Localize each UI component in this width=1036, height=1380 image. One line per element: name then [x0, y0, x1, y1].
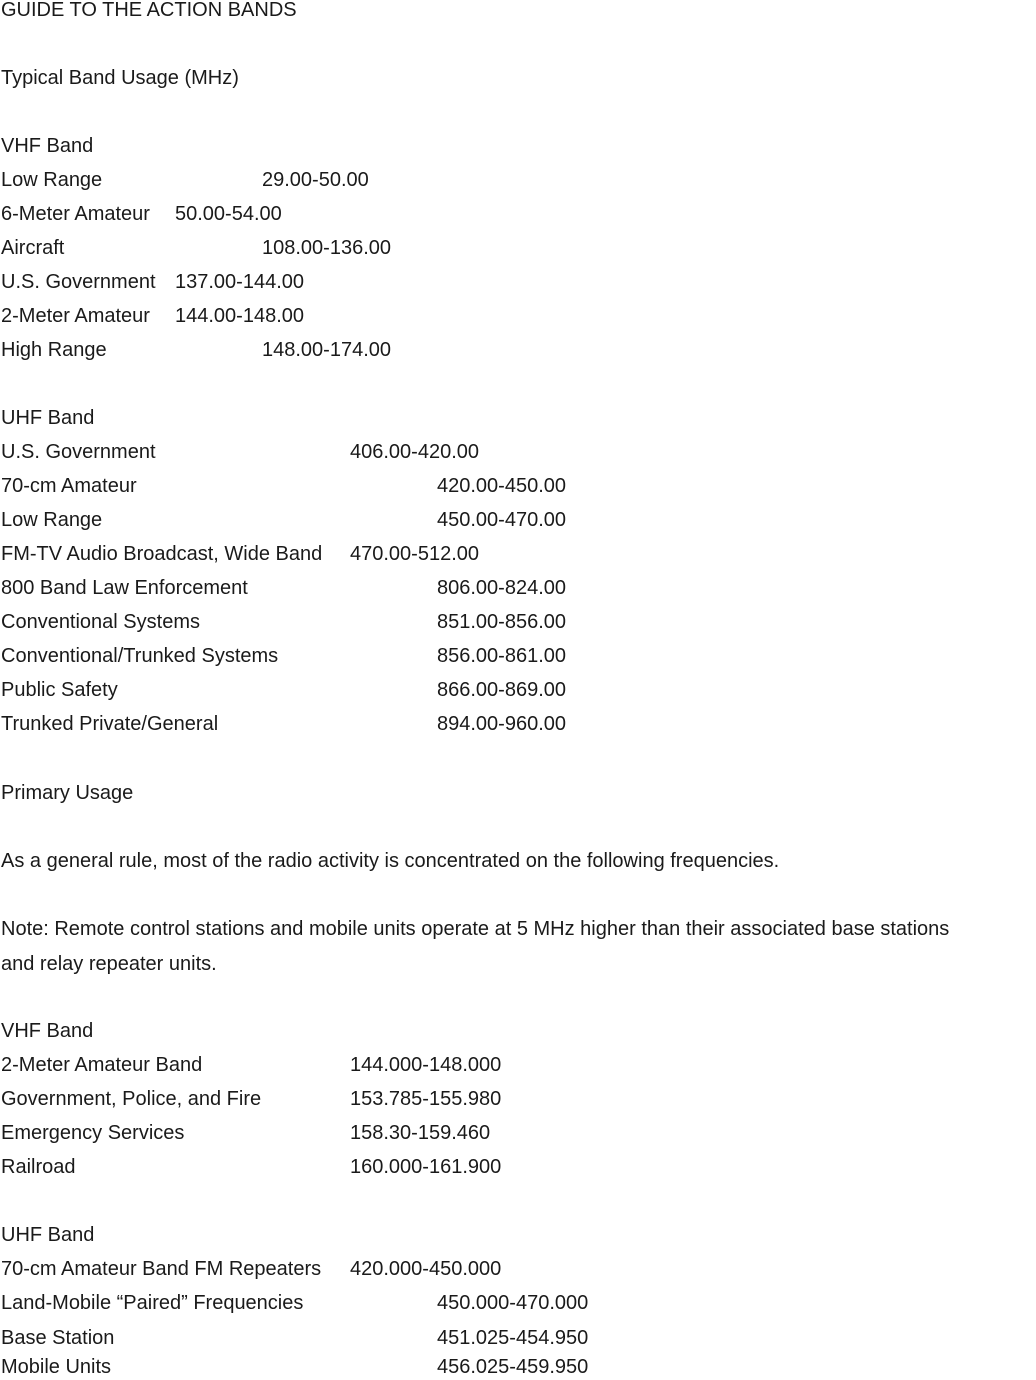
table-row	[1, 440, 480, 464]
uhf-band-heading: UHF Band	[1, 407, 95, 429]
band-range: 450.00-470.00	[437, 509, 567, 531]
band-range: 137.00-144.00	[175, 271, 305, 293]
band-range: 144.00-148.00	[175, 305, 305, 327]
band-range: 144.000-148.000	[350, 1054, 502, 1076]
band-label: Trunked Private/General	[1, 713, 219, 735]
band-label: U.S. Government	[1, 441, 156, 463]
note-paragraph-line-2: and relay repeater units.	[1, 953, 217, 975]
band-label: FM-TV Audio Broadcast, Wide Band	[1, 543, 323, 565]
band-label: 70-cm Amateur Band FM Repeaters	[1, 1258, 322, 1280]
band-label: 70-cm Amateur	[1, 475, 137, 497]
table-row	[1, 542, 480, 566]
band-range: 451.025-454.950	[437, 1327, 589, 1349]
uhf-band-heading: UHF Band	[1, 1224, 95, 1246]
table-row	[1, 1355, 589, 1379]
band-range: 108.00-136.00	[262, 237, 392, 259]
band-range: 456.025-459.950	[437, 1356, 589, 1378]
band-range: 160.000-161.900	[350, 1156, 502, 1178]
section-heading-primary-usage: Primary Usage	[1, 782, 134, 804]
band-range: 806.00-824.00	[437, 577, 567, 599]
vhf-band-heading: VHF Band	[1, 1020, 94, 1042]
band-range: 420.00-450.00	[437, 475, 567, 497]
table-row	[1, 338, 392, 362]
table-row	[1, 202, 282, 226]
band-range: 856.00-861.00	[437, 645, 567, 667]
band-label: Conventional Systems	[1, 611, 200, 633]
band-label: U.S. Government	[1, 271, 156, 293]
band-range: 153.785-155.980	[350, 1088, 502, 1110]
band-label: 2-Meter Amateur Band	[1, 1054, 203, 1076]
band-label: 800 Band Law Enforcement	[1, 577, 248, 599]
band-range: 450.000-470.000	[437, 1292, 589, 1314]
band-range: 866.00-869.00	[437, 679, 567, 701]
band-label: Conventional/Trunked Systems	[1, 645, 279, 667]
band-label: 6-Meter Amateur	[1, 203, 150, 225]
band-label: Low Range	[1, 169, 103, 191]
table-row	[1, 508, 567, 532]
band-label: Public Safety	[1, 679, 118, 701]
band-label: Low Range	[1, 509, 103, 531]
band-range: 406.00-420.00	[350, 441, 480, 463]
table-row	[1, 304, 305, 328]
table-row	[1, 576, 567, 600]
table-row	[1, 712, 567, 736]
section-heading-typical-band-usage: Typical Band Usage (MHz)	[1, 67, 239, 89]
table-row	[1, 1291, 589, 1315]
band-label: Mobile Units	[1, 1356, 112, 1378]
band-range: 148.00-174.00	[262, 339, 392, 361]
band-label: Land-Mobile “Paired” Frequencies	[1, 1292, 304, 1314]
band-label: 2-Meter Amateur	[1, 305, 150, 327]
intro-paragraph: As a general rule, most of the radio activity is concentrated on the following frequencies.	[1, 850, 780, 872]
band-label: High Range	[1, 339, 107, 361]
table-row	[1, 270, 305, 294]
band-label: Railroad	[1, 1156, 76, 1178]
table-row	[1, 236, 392, 260]
document-title: GUIDE TO THE ACTION BANDS	[1, 0, 297, 21]
table-row	[1, 1121, 491, 1145]
table-row	[1, 1087, 502, 1111]
band-range: 50.00-54.00	[175, 203, 282, 225]
band-range: 894.00-960.00	[437, 713, 567, 735]
table-row	[1, 678, 567, 702]
table-row	[1, 1257, 502, 1281]
table-row	[1, 474, 567, 498]
band-label: Government, Police, and Fire	[1, 1088, 262, 1110]
band-range: 29.00-50.00	[262, 169, 369, 191]
band-label: Aircraft	[1, 237, 65, 259]
band-label: Emergency Services	[1, 1122, 185, 1144]
table-row	[1, 1155, 502, 1179]
table-row	[1, 644, 567, 668]
vhf-band-heading: VHF Band	[1, 135, 94, 157]
table-row	[1, 1326, 589, 1350]
note-paragraph-line-1: Note: Remote control stations and mobile units operate at 5 MHz higher than their associated base stations	[1, 918, 950, 940]
band-label: Base Station	[1, 1327, 115, 1349]
band-range: 470.00-512.00	[350, 543, 480, 565]
band-range: 158.30-159.460	[350, 1122, 491, 1144]
band-range: 420.000-450.000	[350, 1258, 502, 1280]
table-row	[1, 168, 369, 192]
table-row	[1, 610, 567, 634]
band-range: 851.00-856.00	[437, 611, 567, 633]
table-row	[1, 1053, 502, 1077]
